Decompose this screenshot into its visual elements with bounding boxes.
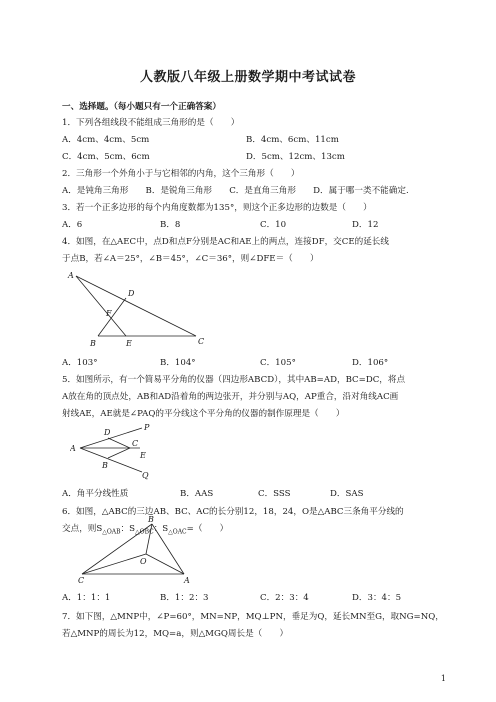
q5-stem-line2: A放在角的顶点处，AB和AD沿着角的两边张开，并分别与AQ，AP重合，沿对角线AC画 [62, 392, 399, 402]
q4-option-c: C．105° [260, 358, 296, 368]
q5-stem-line1: 5．如图所示，有一个简易平分角的仪器（四边形ABCD），其中AB=AD，BC=DC，将点 [62, 375, 406, 385]
q6-label-b: B [148, 515, 154, 524]
section-heading: 一、选择题。（每小题只有一个正确答案） [62, 102, 221, 112]
q5-label-a: A [70, 444, 76, 453]
q1-option-c: C．4cm、5cm、6cm [62, 152, 150, 162]
q6-label-a: A [184, 576, 190, 584]
q6-side-ba [152, 524, 187, 574]
q6-side-cb [82, 524, 152, 574]
q5-ray-aq [80, 448, 142, 472]
q3-option-c: C．10 [260, 220, 287, 230]
q6-text-mid2: ：S [153, 524, 169, 534]
q7-stem-line2: 若△MNP的周长为12，MQ=a，则△MGQ周长是（ ） [62, 629, 289, 639]
q5-option-c: C．SSS [258, 489, 291, 499]
q4-label-c: C [198, 337, 205, 346]
q5-option-b: B．AAS [180, 489, 214, 499]
q6-bisector-bo [146, 524, 152, 554]
q4-side-ae [76, 276, 126, 336]
q6-label-o: O [140, 557, 147, 566]
q4-label-d: D [128, 289, 135, 298]
q5-side-dc [108, 438, 130, 448]
q6-triangle-figure [72, 514, 202, 584]
q6-option-c: C．2：3：4 [260, 593, 309, 603]
q6-text-pre: 交点，则S [62, 524, 103, 534]
q7-stem-line1: 7．如下图，△MNP中，∠P=60°，MN=NP，MQ⊥PN，垂足为Q，延长MN至G，取NG=NQ， [62, 612, 444, 622]
q6-sub-oab: △OAB [102, 528, 121, 536]
q6-label-c: C [78, 576, 85, 584]
q4-stem-line1: 4．如图，在△AEC中，点D和点F分别是AC和AE上的两点，连接DF，交CE的延长线 [62, 237, 389, 247]
q4-side-ac [76, 276, 196, 336]
q6-option-d: D．3：4：5 [352, 593, 402, 603]
q5-label-e: E [140, 451, 146, 460]
q1-option-a: A．4cm、4cm、5cm [62, 135, 150, 145]
q5-stem-line3: 射线AE，AE就是∠PAQ的平分线这个平分角的仪器的制作原理是（ ） [62, 409, 345, 419]
q5-option-a: A．角平分线性质 [62, 489, 129, 499]
q4-stem-line2: 于点B，若∠A＝25°，∠B＝45°，∠C＝36°，则∠DFE＝（ ） [62, 254, 319, 264]
q6-bisector-co [82, 554, 146, 574]
q4-line-bd [98, 298, 126, 336]
q4-label-f: F [106, 309, 112, 318]
q4-option-a: A．103° [62, 358, 98, 368]
q2-stem: 2．三角形一个外角小于与它相邻的内角，这个三角形（ ） [62, 169, 300, 179]
q6-stem-line1: 6．如图，△ABC的三边AB、BC、AC的长分别12，18，24，O是△ABC三条角平分线的 [62, 507, 404, 517]
q5-option-d: D．SAS [330, 489, 364, 499]
q6-text-post: =（ ） [186, 524, 229, 534]
q2-options: A．是钝角三角形 B．是锐角三角形 C．是直角三角形 D．属于哪一类不能确定. [62, 186, 409, 196]
q1-stem: 1．下列各组线段不能组成三角形的是（ ） [62, 118, 240, 128]
q6-sub-obc: △OBC [135, 528, 154, 536]
q4-label-e: E [126, 339, 132, 348]
q6-text-mid1: ：S [120, 524, 136, 534]
q3-stem: 3．若一个正多边形的每个内角度数都为135°，则这个正多边形的边数是（ ） [62, 203, 372, 213]
q6-option-b: B．1：2：3 [160, 593, 209, 603]
q5-label-q: Q [142, 471, 149, 480]
q5-angle-instrument-figure [70, 420, 160, 480]
q6-sub-oac: △OAC [168, 528, 187, 536]
q3-option-a: A．6 [62, 220, 83, 230]
q3-option-b: B．8 [160, 220, 181, 230]
q6-bisector-ao [146, 554, 184, 574]
q4-triangle-figure [66, 266, 206, 348]
q4-label-b: B [90, 339, 96, 348]
q6-option-a: A．1：1：1 [62, 593, 111, 603]
page-title: 人教版八年级上册数学期中考试试卷 [139, 70, 356, 85]
q1-option-b: B．4cm、6cm、11cm [246, 135, 339, 145]
q5-label-c: C [132, 439, 139, 448]
q5-label-p: P [144, 423, 150, 432]
q5-label-d: D [104, 428, 111, 437]
q4-option-d: D．106° [352, 358, 389, 368]
q5-side-bc [108, 448, 130, 458]
q4-label-a: A [68, 271, 74, 280]
q5-label-b: B [102, 461, 108, 470]
page-number: 1 [440, 674, 446, 683]
q1-option-d: D．5cm、12cm、13cm [246, 152, 345, 162]
q3-option-d: D．12 [352, 220, 379, 230]
q4-option-b: B．104° [160, 358, 196, 368]
